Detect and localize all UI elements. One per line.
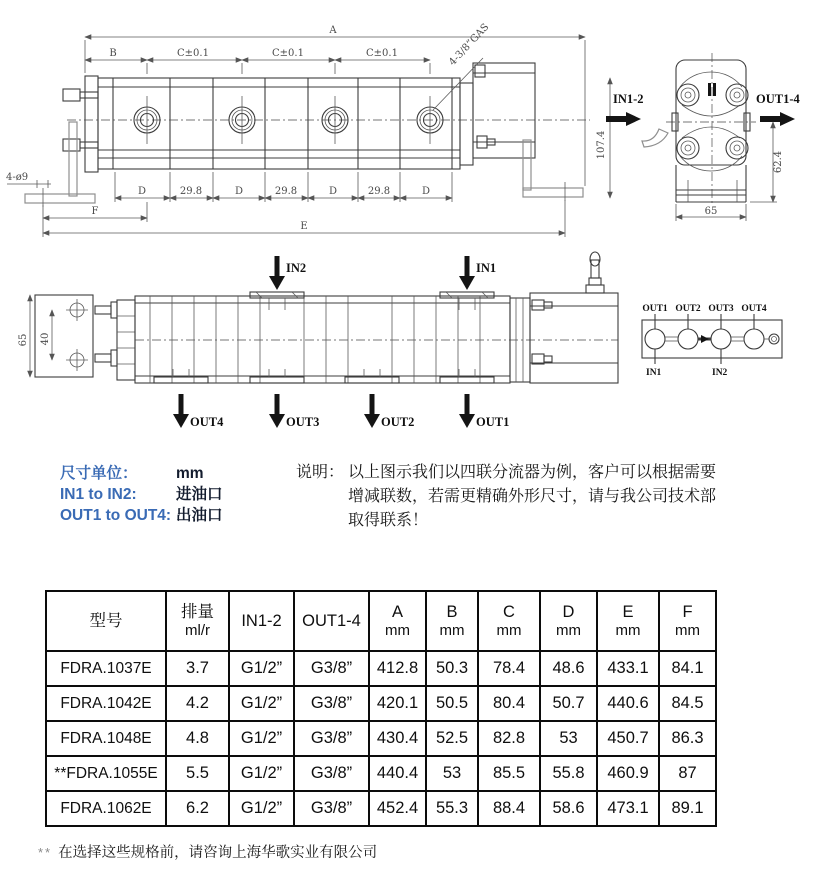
- cell-c: 88.4: [478, 791, 540, 826]
- thread-label: 4-3/8”GAS: [447, 21, 492, 69]
- cell-d: 50.7: [540, 686, 597, 721]
- outlet-arrows: [173, 394, 509, 429]
- cell-b: 53: [426, 756, 478, 791]
- cell-a: 440.4: [369, 756, 426, 791]
- cell-out: G3/8”: [294, 756, 369, 791]
- footnote-marker: **: [38, 845, 53, 860]
- cell-model: FDRA.1062E: [46, 791, 166, 826]
- cell-in: G1/2”: [229, 651, 294, 686]
- cell-c: 85.5: [478, 756, 540, 791]
- cell-in: G1/2”: [229, 756, 294, 791]
- mounting-brackets: [25, 122, 583, 207]
- legend-row-inlets: [60, 484, 223, 505]
- relief-valve: [586, 252, 604, 293]
- cell-a: 430.4: [369, 721, 426, 756]
- note-line: 增减联数，若需更精确外形尺寸，请与我公司技术部: [348, 488, 717, 505]
- cell-f: 86.3: [659, 721, 716, 756]
- table-header-row: [46, 591, 716, 651]
- sch-in1: IN1: [646, 368, 662, 378]
- cell-d: 58.6: [540, 791, 597, 826]
- cell-displacement: 3.7: [166, 651, 229, 686]
- cell-displacement: 6.2: [166, 791, 229, 826]
- dim-298-2: 29.8: [274, 186, 298, 197]
- cell-in: G1/2”: [229, 686, 294, 721]
- sch-out1: OUT1: [642, 304, 668, 314]
- note-body: [348, 461, 716, 533]
- legend-value: 进油口: [176, 486, 223, 503]
- in1-2-label: IN1-2: [613, 92, 644, 106]
- out4-label: OUT4: [190, 415, 224, 429]
- legend-row-outlets: [60, 505, 223, 526]
- schematic-body: [642, 304, 782, 378]
- cell-f: 87: [659, 756, 716, 791]
- cell-e: 433.1: [597, 651, 659, 686]
- cell-b: 50.5: [426, 686, 478, 721]
- legend-row-units: [60, 463, 223, 484]
- cell-e: 440.6: [597, 686, 659, 721]
- legend-value: 出油口: [176, 507, 223, 524]
- col-header-a: A mm: [369, 591, 426, 651]
- hydraulic-schematic: [633, 296, 813, 381]
- note-line: 以上图示我们以四联分流器为例，客户可以根据需要: [348, 464, 717, 481]
- out1-4-label: OUT1-4: [756, 92, 800, 106]
- table-row: [46, 686, 716, 721]
- cell-c: 82.8: [478, 721, 540, 756]
- out1-label: OUT1: [476, 415, 510, 429]
- table-row: [46, 756, 716, 791]
- note-label: 说明：: [296, 464, 345, 481]
- cell-d: 48.6: [540, 651, 597, 686]
- out2-label: OUT2: [381, 415, 415, 429]
- cell-a: 420.1: [369, 686, 426, 721]
- dim-d4: D: [421, 186, 431, 197]
- dim-c1-label: C±0.1: [177, 48, 209, 59]
- spec-table: [45, 590, 717, 827]
- col-header-displacement: 排量 ml/r: [166, 591, 229, 651]
- dim-107-label: 107.4: [596, 130, 607, 160]
- cell-b: 52.5: [426, 721, 478, 756]
- col-header-out: OUT1-4: [294, 591, 369, 651]
- dim-b-label: B: [109, 48, 117, 59]
- sch-out3: OUT3: [708, 304, 734, 314]
- note-line: 取得联系！: [348, 512, 429, 529]
- dim-c3-label: C±0.1: [366, 48, 398, 59]
- legend-value: mm: [176, 465, 204, 482]
- top-body: [117, 252, 618, 383]
- dim-bottom-row: [115, 172, 452, 202]
- front-body: [63, 63, 590, 172]
- cell-model: FDRA.1037E: [46, 651, 166, 686]
- end-view-drawing: [596, 45, 813, 250]
- cell-displacement: 4.8: [166, 721, 229, 756]
- cell-b: 55.3: [426, 791, 478, 826]
- inlet-bosses: [250, 292, 494, 310]
- cell-e: 450.7: [597, 721, 659, 756]
- cell-model: **FDRA.1055E: [46, 756, 166, 791]
- col-header-model: 型号: [46, 591, 166, 651]
- dim-d3: D: [328, 186, 338, 197]
- sch-in2: IN2: [712, 368, 728, 378]
- col-header-c: C mm: [478, 591, 540, 651]
- cell-in: G1/2”: [229, 791, 294, 826]
- end-body: [642, 53, 756, 205]
- dim-624-label: 62.4: [773, 150, 784, 174]
- cell-model: FDRA.1048E: [46, 721, 166, 756]
- inlet-arrows: [269, 256, 496, 290]
- footnote-text: 在选择这些规格前，请咨询上海华歌实业有限公司: [58, 845, 378, 861]
- cell-in: G1/2”: [229, 721, 294, 756]
- holes-label: 4-ø9: [6, 172, 29, 183]
- dim-65-end: [676, 204, 746, 221]
- dim-65-label: 65: [704, 206, 718, 217]
- table-row: [46, 721, 716, 756]
- dim-a-label: A: [329, 25, 337, 36]
- dim-f-label: F: [91, 206, 99, 217]
- cell-a: 452.4: [369, 791, 426, 826]
- cell-out: G3/8”: [294, 791, 369, 826]
- dim-f: [43, 202, 147, 222]
- legend-label: 尺寸单位：: [60, 465, 138, 482]
- dim-e-label: E: [300, 221, 308, 232]
- flow-in: [606, 92, 644, 126]
- dim-65-top: 65: [18, 333, 29, 347]
- thread-callout: [433, 22, 491, 110]
- dim-e: [43, 200, 565, 237]
- dim-298-1: 29.8: [179, 186, 203, 197]
- legend-block: [60, 463, 223, 526]
- dim-holes: [6, 172, 51, 188]
- dim-298-3: 29.8: [367, 186, 391, 197]
- cell-f: 84.5: [659, 686, 716, 721]
- legend-label: OUT1 to OUT4:: [60, 507, 172, 524]
- dim-c2-label: C±0.1: [272, 48, 304, 59]
- cell-out: G3/8”: [294, 651, 369, 686]
- flow-out: [756, 92, 801, 126]
- top-bracket: [18, 295, 117, 377]
- table-row: [46, 791, 716, 826]
- cell-model: FDRA.1042E: [46, 686, 166, 721]
- legend-label: IN1 to IN2:: [60, 486, 137, 503]
- cell-f: 89.1: [659, 791, 716, 826]
- col-header-in: IN1-2: [229, 591, 294, 651]
- in1-label: IN1: [476, 261, 497, 275]
- cell-out: G3/8”: [294, 686, 369, 721]
- col-header-d: D mm: [540, 591, 597, 651]
- cell-c: 78.4: [478, 651, 540, 686]
- col-header-e: E mm: [597, 591, 659, 651]
- note-block: [296, 461, 716, 533]
- col-header-b: B mm: [426, 591, 478, 651]
- dim-d1: D: [137, 186, 147, 197]
- dim-624: [750, 122, 784, 202]
- cell-displacement: 5.5: [166, 756, 229, 791]
- cell-c: 80.4: [478, 686, 540, 721]
- col-header-f: F mm: [659, 591, 716, 651]
- sch-out4: OUT4: [741, 304, 767, 314]
- cell-e: 473.1: [597, 791, 659, 826]
- cell-e: 460.9: [597, 756, 659, 791]
- dim-d2: D: [234, 186, 244, 197]
- cell-d: 55.8: [540, 756, 597, 791]
- sch-out2: OUT2: [675, 304, 701, 314]
- cell-f: 84.1: [659, 651, 716, 686]
- footnote: [38, 841, 377, 862]
- cell-displacement: 4.2: [166, 686, 229, 721]
- cell-b: 50.3: [426, 651, 478, 686]
- cell-a: 412.8: [369, 651, 426, 686]
- in2-label: IN2: [286, 261, 307, 275]
- front-view-drawing: [5, 10, 620, 250]
- out3-label: OUT3: [286, 415, 320, 429]
- inlet-fitting: [642, 129, 668, 147]
- top-view-drawing: [20, 248, 620, 431]
- dim-bc-row: [85, 48, 430, 74]
- dim-40-top: 40: [40, 332, 51, 346]
- cell-out: G3/8”: [294, 721, 369, 756]
- table-row: [46, 651, 716, 686]
- cell-d: 53: [540, 721, 597, 756]
